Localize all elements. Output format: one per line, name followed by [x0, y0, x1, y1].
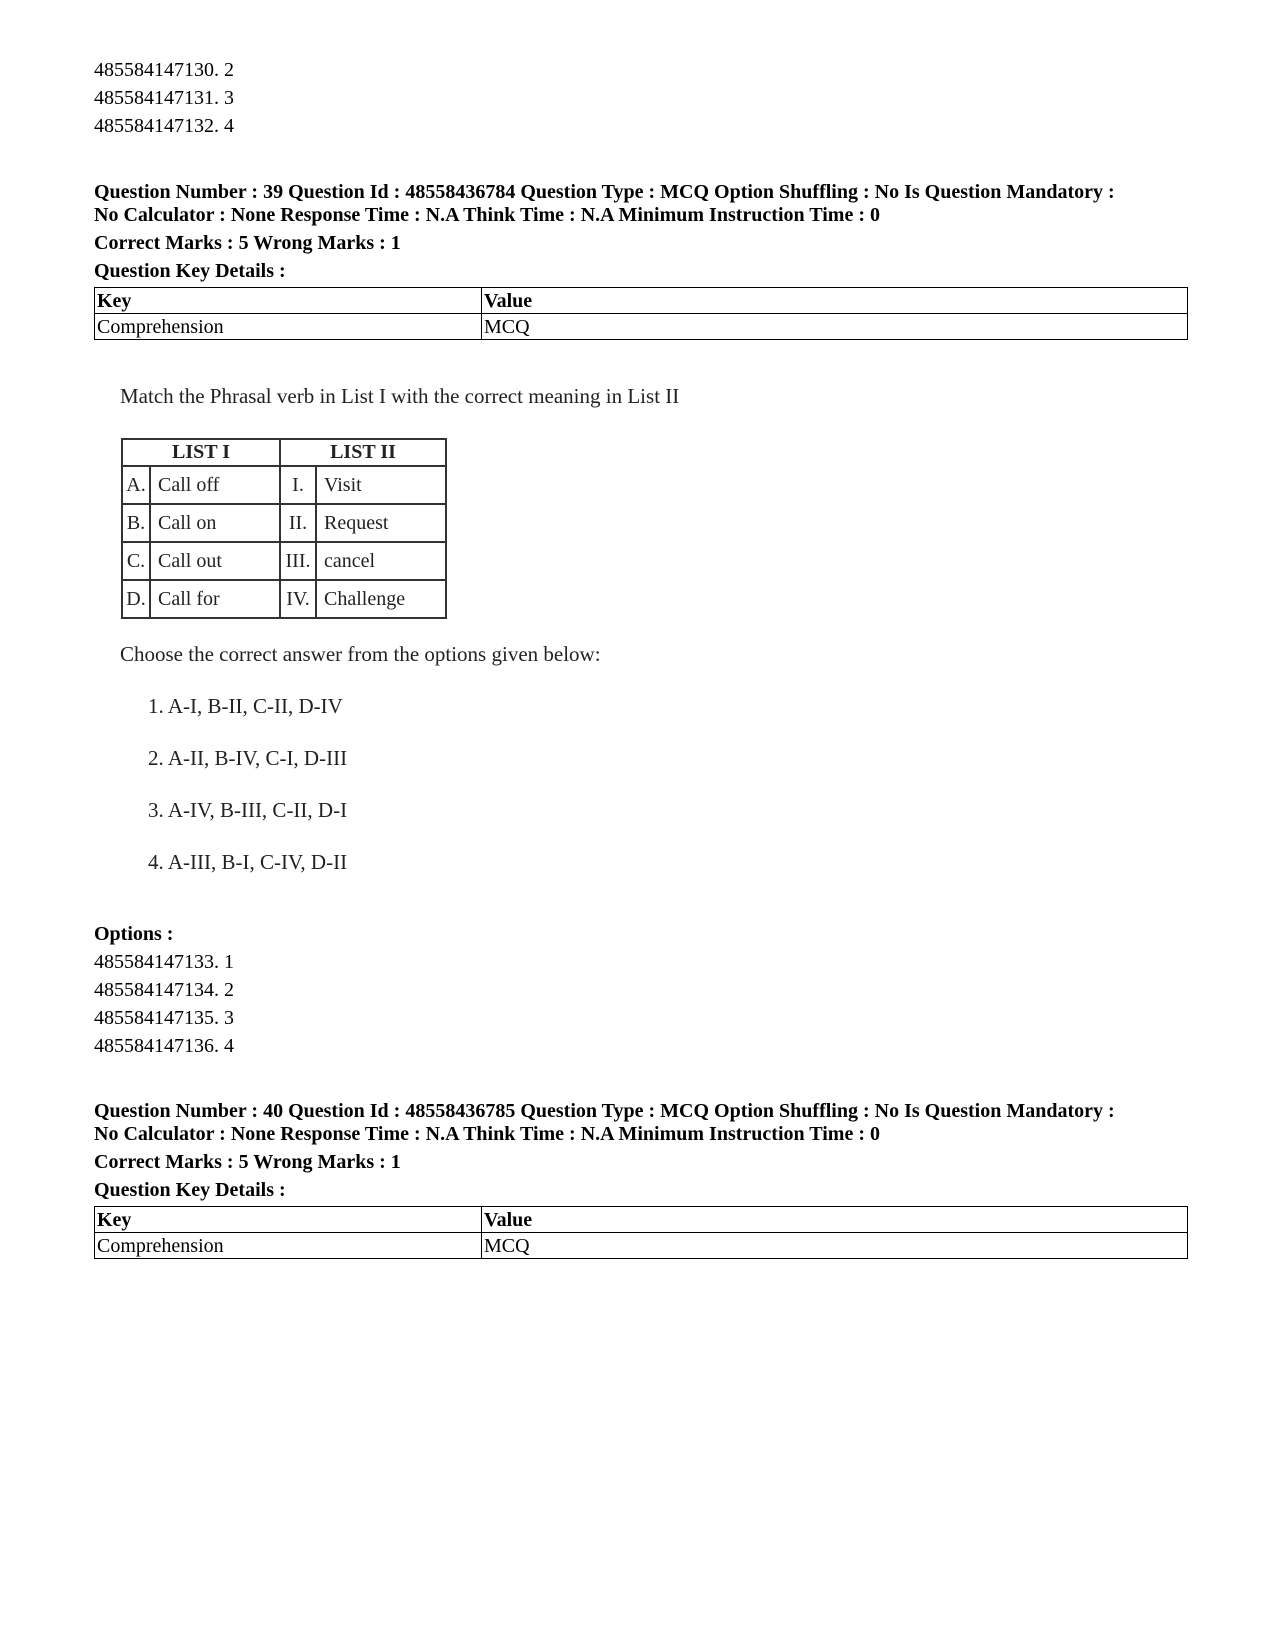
match-table-row [122, 542, 446, 580]
list-2-item: Visit [316, 466, 446, 504]
match-list-table [121, 438, 447, 619]
question-marks: Correct Marks : 5 Wrong Marks : 1 [94, 1151, 401, 1173]
match-table-row [122, 580, 446, 618]
answer-option: 4. A-III, B-I, C-IV, D-II [148, 850, 348, 874]
key-table-row [95, 1233, 1188, 1259]
option-line: 485584147130. 2 [94, 59, 234, 81]
list-1-letter: C. [122, 542, 150, 580]
options-label: Options : [94, 923, 174, 945]
question-key-table [94, 287, 1188, 340]
option-line: 485584147136. 4 [94, 1035, 234, 1057]
key-table-header-key: Key [95, 1207, 482, 1233]
key-table-row [95, 314, 1188, 340]
list-1-letter: B. [122, 504, 150, 542]
question-image [110, 378, 810, 898]
key-table-header-value: Value [482, 288, 1188, 314]
question-header-line-1: Question Number : 40 Question Id : 48558436785 Question Type : MCQ Option Shuffling : No Is Question Mandatory : [94, 1100, 1115, 1122]
list-2-item: Request [316, 504, 446, 542]
key-table-cell-key: Comprehension [95, 1233, 482, 1259]
list-2-numeral: I. [280, 466, 316, 504]
key-table-cell-value: MCQ [482, 314, 1188, 340]
option-line: 485584147132. 4 [94, 115, 234, 137]
list-2-item: cancel [316, 542, 446, 580]
answer-option: 2. A-II, B-IV, C-I, D-III [148, 746, 348, 770]
question-header-line-2: No Calculator : None Response Time : N.A Think Time : N.A Minimum Instruction Time : 0 [94, 204, 880, 226]
list-1-letter: A. [122, 466, 150, 504]
key-table-header-value: Value [482, 1207, 1188, 1233]
question-key-table [94, 1206, 1188, 1259]
list-2-numeral: II. [280, 504, 316, 542]
list-1-item: Call for [150, 580, 280, 618]
question-prompt: Match the Phrasal verb in List I with the correct meaning in List II [120, 384, 680, 408]
key-table-header-row [95, 1207, 1188, 1233]
question-header-line-2: No Calculator : None Response Time : N.A Think Time : N.A Minimum Instruction Time : 0 [94, 1123, 880, 1145]
list-1-header: LIST I [122, 439, 280, 466]
key-table-cell-value: MCQ [482, 1233, 1188, 1259]
option-line: 485584147135. 3 [94, 1007, 234, 1029]
answer-option: 1. A-I, B-II, C-II, D-IV [148, 694, 343, 718]
list-2-numeral: IV. [280, 580, 316, 618]
match-table-row [122, 504, 446, 542]
question-key-details-label: Question Key Details : [94, 1179, 286, 1201]
answer-option: 3. A-IV, B-III, C-II, D-I [148, 798, 348, 822]
match-table-header-row [122, 439, 446, 466]
question-key-details-label: Question Key Details : [94, 260, 286, 282]
list-1-letter: D. [122, 580, 150, 618]
key-table-header-row [95, 288, 1188, 314]
option-line: 485584147134. 2 [94, 979, 234, 1001]
option-line: 485584147133. 1 [94, 951, 234, 973]
list-2-item: Challenge [316, 580, 446, 618]
list-1-item: Call on [150, 504, 280, 542]
list-2-header: LIST II [280, 439, 446, 466]
question-header-line-1: Question Number : 39 Question Id : 48558436784 Question Type : MCQ Option Shuffling : No Is Question Mandatory : [94, 181, 1115, 203]
match-table-row [122, 466, 446, 504]
list-1-item: Call out [150, 542, 280, 580]
option-line: 485584147131. 3 [94, 87, 234, 109]
choose-instruction: Choose the correct answer from the options given below: [120, 642, 601, 666]
question-marks: Correct Marks : 5 Wrong Marks : 1 [94, 232, 401, 254]
key-table-cell-key: Comprehension [95, 314, 482, 340]
key-table-header-key: Key [95, 288, 482, 314]
list-1-item: Call off [150, 466, 280, 504]
list-2-numeral: III. [280, 542, 316, 580]
